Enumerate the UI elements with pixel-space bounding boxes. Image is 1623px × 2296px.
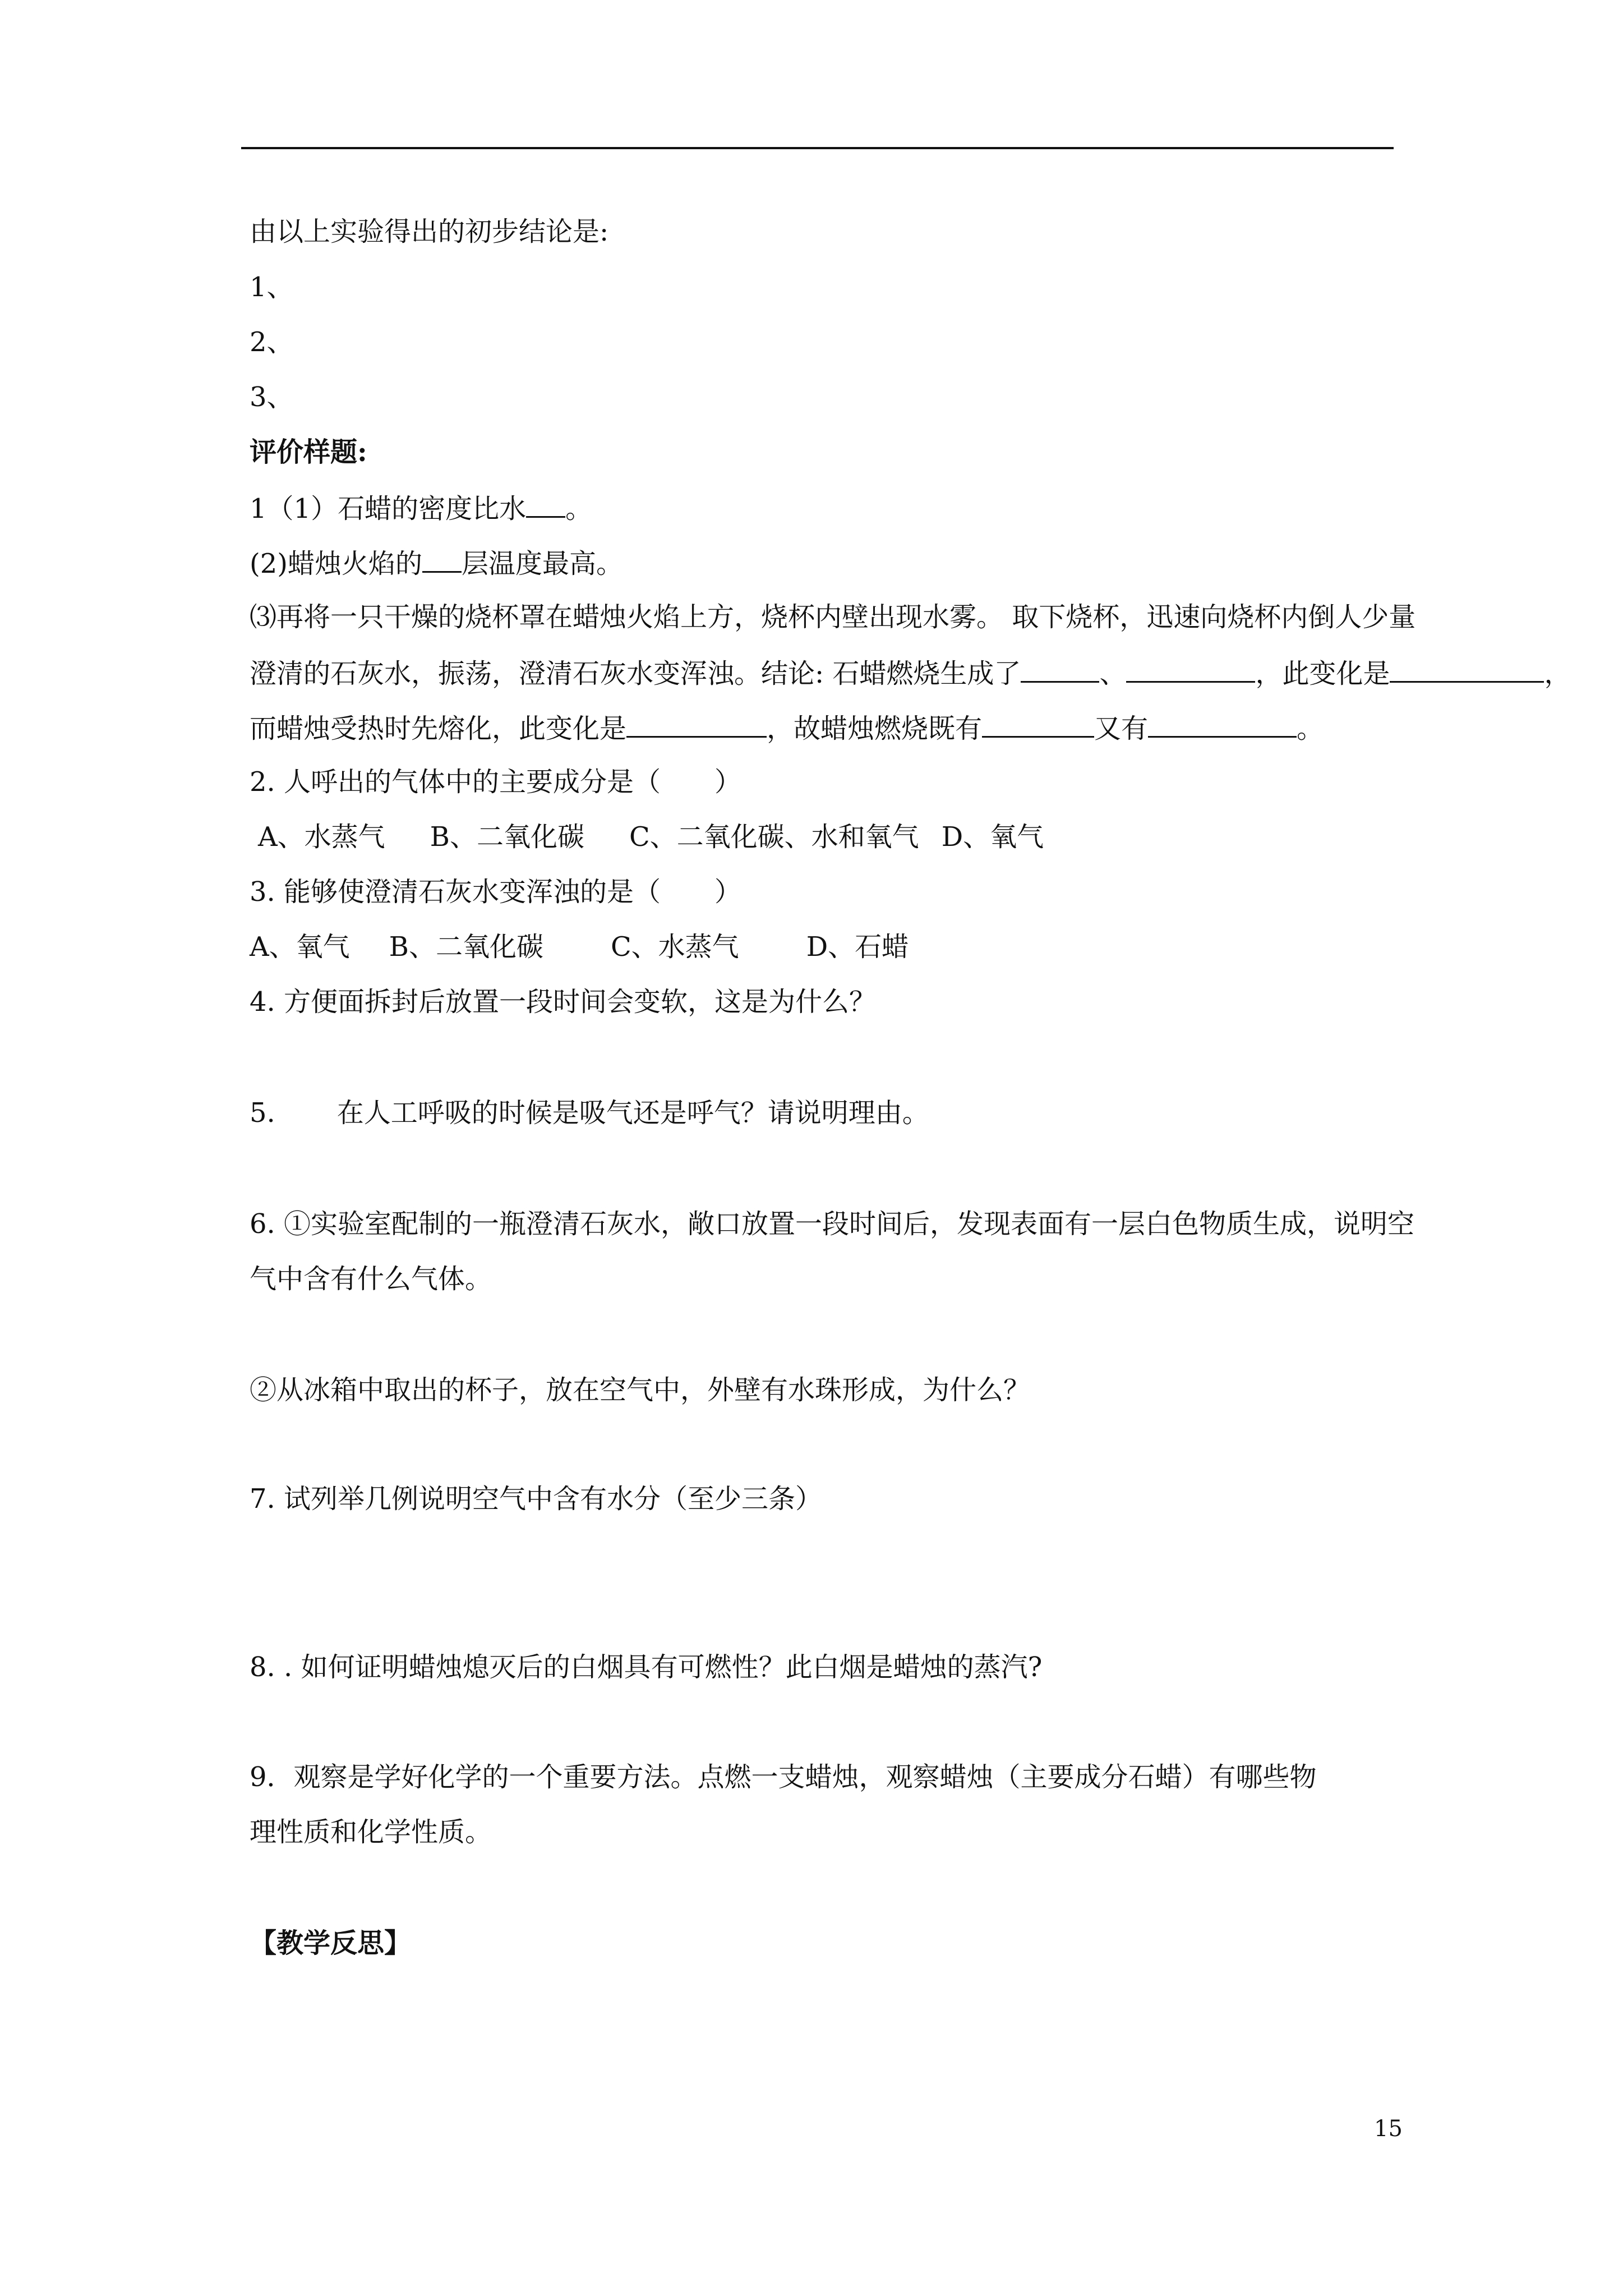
reflection-title: 【教学反思】 [250, 1927, 412, 1959]
question-1-part-3-line-3 [250, 710, 1324, 746]
q2-option-b: B、二氧化碳 [430, 821, 584, 853]
question-9-line-1: 9．观察是学好化学的一个重要方法。点燃一支蜡烛，观察蜡烛（主要成分石蜡）有哪些物 [250, 1761, 1317, 1793]
question-1-part-3-line-1: ⑶再将一只干燥的烧杯罩在蜡烛火焰上方，烧杯内壁出现水雾。 取下烧杯，迅速向烧杯内倒人少量 [250, 601, 1416, 633]
answer-blank [1390, 655, 1544, 683]
question-3-stem: 3. 能够使澄清石灰水变浑浊的是（ ） [250, 876, 742, 908]
page-number: 15 [1374, 2116, 1403, 2142]
answer-blank [526, 490, 565, 518]
q1-p2-end: 层温度最高。 [462, 548, 624, 579]
q3-option-b: B、二氧化碳 [389, 931, 543, 963]
q3-option-c: C、水蒸气 [610, 931, 739, 963]
q1-p3-text-b: 、 [1099, 658, 1127, 689]
question-7: 7. 试列举几例说明空气中含有水分（至少三条） [250, 1483, 823, 1515]
q2-option-a: A、水蒸气 [258, 821, 385, 853]
q1-p2-text: (2)蜡烛火焰的 [250, 548, 422, 579]
q1-p3-text-h: 。 [1297, 713, 1324, 744]
question-1-part-3-line-2 [250, 655, 1571, 691]
question-8: 8. . 如何证明蜡烛熄灭后的白烟具有可燃性？此白烟是蜡烛的蒸汽? [250, 1651, 1043, 1683]
q2-option-c: C、二氧化碳、水和氧气 [629, 821, 919, 853]
conclusion-2: 2、 [250, 326, 294, 358]
q1-p3-text-c: ，此变化是 [1255, 658, 1390, 689]
header-rule [241, 147, 1394, 149]
question-9-line-2: 理性质和化学性质。 [250, 1816, 492, 1848]
q5-text: 在人工呼吸的时候是吸气还是呼气？请说明理由。 [336, 1097, 929, 1129]
section-title: 评价样题: [250, 436, 367, 468]
q5-number: 5. [250, 1097, 275, 1129]
question-1-part-1 [250, 490, 592, 526]
q1-p3-text-f: ，故蜡烛燃烧既有 [767, 713, 983, 744]
conclusion-3: 3、 [250, 381, 294, 413]
q1-p1-text: 1（1）石蜡的密度比水 [250, 493, 527, 524]
question-2-options [258, 820, 1044, 854]
question-6-line-2: 气中含有什么气体。 [250, 1263, 492, 1295]
conclusion-1: 1、 [250, 272, 294, 303]
intro-text: 由以上实验得出的初步结论是: [250, 216, 609, 247]
answer-blank [1126, 655, 1255, 683]
answer-blank [422, 545, 462, 573]
q2-option-d: D、氧气 [941, 821, 1044, 853]
question-2-stem: 2. 人呼出的气体中的主要成分是（ ） [250, 766, 742, 798]
question-6-line-1: 6. ①实验室配制的一瓶澄清石灰水，敞口放置一段时间后，发现表面有一层白色物质生成，说明空 [250, 1208, 1415, 1240]
question-6-line-3: ②从冰箱中取出的杯子，放在空气中，外壁有水珠形成，为什么？ [250, 1374, 1031, 1406]
q1-p1-end: 。 [565, 493, 593, 524]
answer-blank [626, 710, 767, 738]
q1-p3-text-a: 澄清的石灰水，振荡，澄清石灰水变浑浊。结论: 石蜡燃烧生成了 [250, 658, 1021, 689]
question-5 [250, 1096, 929, 1130]
answer-blank [982, 710, 1094, 738]
question-3-options [250, 930, 909, 964]
q1-p3-text-e: 而蜡烛受热时先熔化，此变化是 [250, 713, 627, 744]
q1-p3-text-d: ， [1544, 658, 1571, 689]
answer-blank [1148, 710, 1297, 738]
answer-blank [1021, 655, 1099, 683]
q3-option-a: A、氧气 [250, 931, 350, 963]
question-1-part-2 [250, 545, 623, 581]
q3-option-d: D、石蜡 [806, 931, 909, 963]
q1-p3-text-g: 又有 [1094, 713, 1149, 744]
question-4: 4. 方便面拆封后放置一段时间会变软，这是为什么？ [250, 986, 877, 1018]
